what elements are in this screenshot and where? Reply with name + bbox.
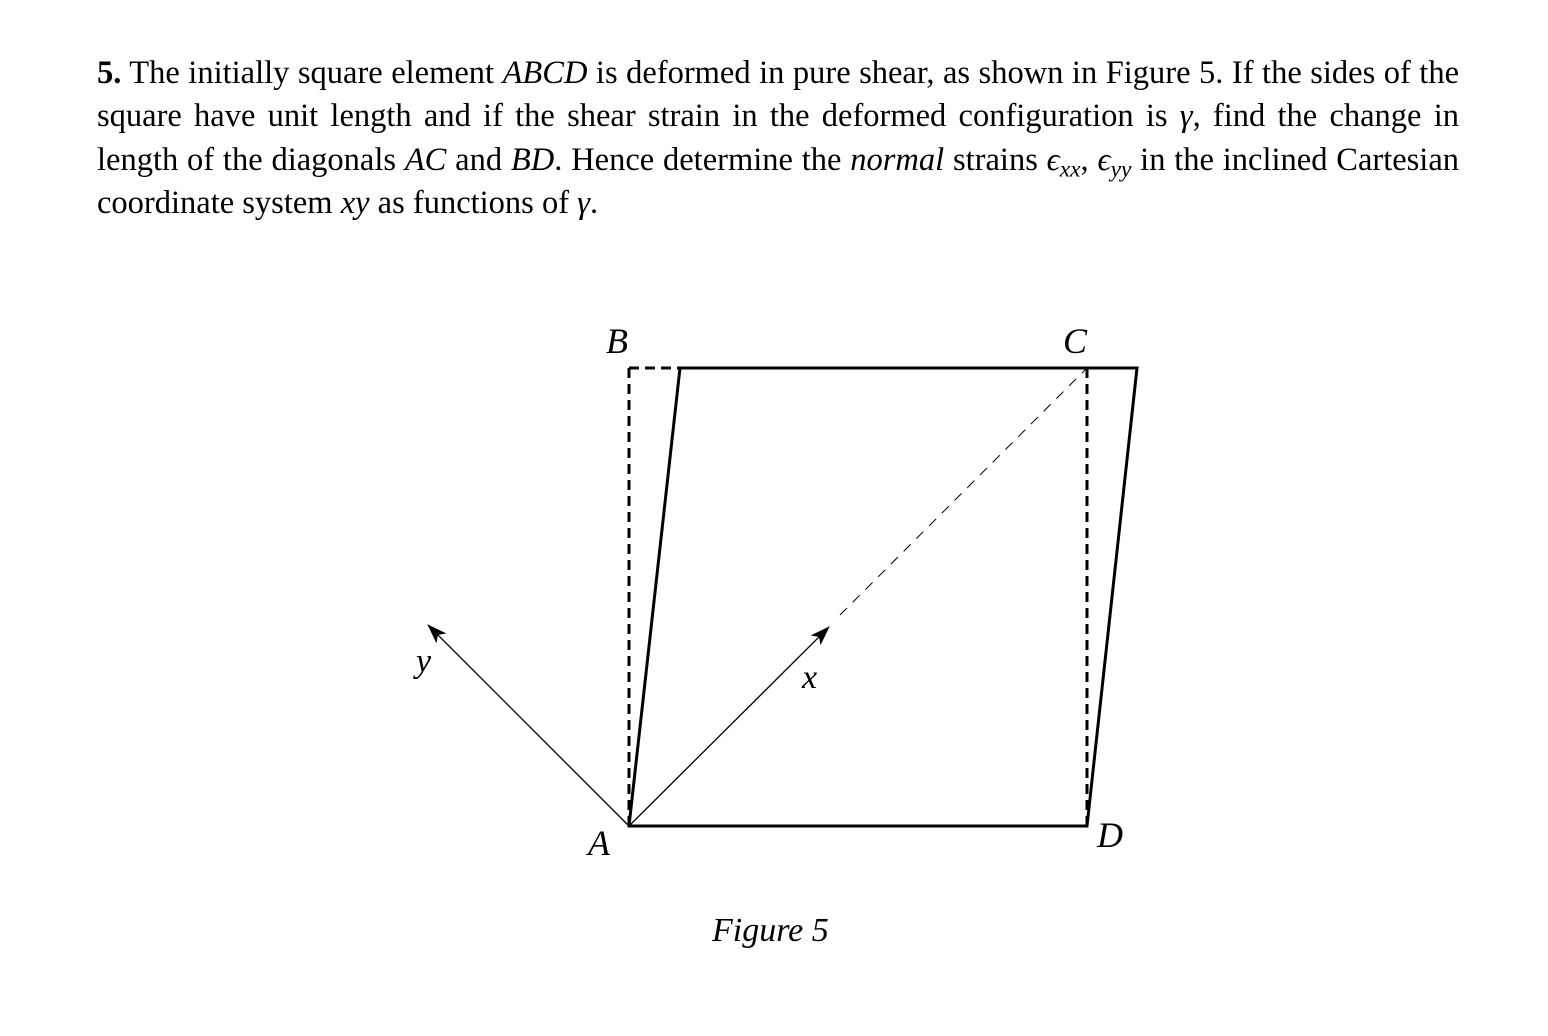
diagonal-ac-dashed <box>840 368 1087 615</box>
deformed-element <box>629 368 1137 826</box>
figure-caption: Figure 5 <box>712 912 829 949</box>
math-xy: xy <box>340 184 370 221</box>
problem-text-segment: is deformed in pure shear, as shown in Figure 5. If the sides of the square have unit length and if the shear strain in the deformed configuration is <box>97 55 1459 135</box>
y-axis-arrow <box>428 625 629 826</box>
problem-text-segment: , <box>1080 141 1098 178</box>
epsilon-symbol: ϵ <box>1046 141 1060 178</box>
math-gamma: γ <box>1179 98 1193 135</box>
problem-text-segment: . <box>589 184 599 221</box>
x-axis-arrow <box>629 627 829 826</box>
problem-text-segment: strains <box>944 141 1047 178</box>
label-b: B <box>606 321 628 361</box>
label-c: C <box>1063 321 1088 361</box>
math-diagonal-bd: BD <box>510 141 555 178</box>
problem-text-segment: as functions of <box>369 184 578 221</box>
problem-number: 5. <box>97 55 122 91</box>
label-y-axis: y <box>416 643 432 680</box>
label-d: D <box>1097 815 1123 855</box>
emphasis-normal: normal <box>850 141 945 178</box>
problem-text-segment: and <box>446 141 511 178</box>
math-element-name: ABCD <box>502 55 588 91</box>
problem-text-segment: . Hence determine the <box>554 141 851 178</box>
problem-text-segment: , find the change in length of the diagonals <box>97 98 1459 178</box>
problem-text-segment: The initially square element <box>121 55 503 91</box>
epsilon-symbol: ϵ <box>1097 141 1111 178</box>
label-a: A <box>588 823 610 863</box>
subscript-xx: xx <box>1059 156 1081 183</box>
math-gamma: γ <box>577 184 590 221</box>
subscript-yy: yy <box>1110 156 1132 183</box>
label-x-axis: x <box>802 659 818 696</box>
problem-text-segment: in the inclined Cartesian coordinate system <box>97 141 1460 221</box>
math-diagonal-ac: AC <box>404 141 447 178</box>
